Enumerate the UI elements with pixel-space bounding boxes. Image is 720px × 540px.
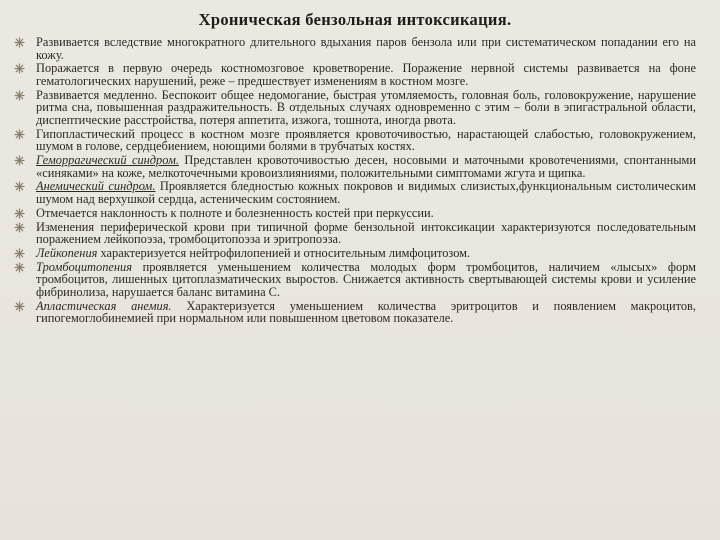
item-text: проявляется уменьшением количества молодых форм тромбоцитов, наличием «лысых» форм тромбоцитов, лишенных цитоплазматических выростов. Снижается активность свертывающей системы крови и усиление фибринолиза, нарушается баланс витамина С. xyxy=(36,259,696,299)
list-item xyxy=(14,300,696,325)
asterisk-ornament-icon xyxy=(14,37,25,48)
item-text: Представлен кровоточивостью десен, носовыми и маточными кровотечениями, спонтанными «синяками» на коже, мелкоточечными кровоизлияниями, положительными симптомами жгута и щипка. xyxy=(36,153,696,180)
list-item xyxy=(14,36,696,61)
list-item xyxy=(14,261,696,299)
item-text: Поражается в первую очередь костномозговое кроветворение. Поражение нервной системы развивается на фоне гематологических нарушений, реже – предшествует изменениям в костном мозге. xyxy=(36,61,696,88)
list-item xyxy=(14,207,696,220)
item-lead: Лейкопения xyxy=(36,246,98,260)
asterisk-ornament-icon xyxy=(14,129,25,140)
asterisk-ornament-icon xyxy=(14,301,25,312)
list-item xyxy=(14,180,696,205)
slide-title: Хроническая бензольная интоксикация. xyxy=(198,10,512,29)
item-text: Изменения периферической крови при типичной форме бензольной интоксикации характеризуются последовательным поражением лейкопоэза, тромбоцитопоэза и эритропоэза. xyxy=(36,219,696,247)
item-lead: Анемический синдром. xyxy=(36,179,156,194)
list-item xyxy=(14,89,696,127)
item-text: Отмечается наклонность к полноте и болезненность костей при перкуссии. xyxy=(36,205,434,220)
list-item xyxy=(14,247,696,260)
item-text: Характеризуется уменьшением количества эритроцитов и появлением макроцитов, гипогемоглобинемией при нормальном или повышенном цветовом показателе. xyxy=(36,298,697,326)
list-item xyxy=(14,154,696,179)
asterisk-ornament-icon xyxy=(14,222,25,233)
asterisk-ornament-icon xyxy=(14,208,25,219)
asterisk-ornament-icon xyxy=(14,90,25,101)
item-text: Гипопластический процесс в костном мозге проявляется кровоточивостью, нарастающей слабостью, головокружением, шумом в голове, сердцебиением, ноющими болями в трубчатых костях. xyxy=(36,126,696,154)
item-lead: Тромбоцитопения xyxy=(36,259,133,274)
list-item xyxy=(14,128,696,153)
item-text: Развивается медленно. Беспокоит общее недомогание, быстрая утомляемость, головная боль, головокружение, нарушение ритма сна, повышенная раздражительность. В отдельных случаях одновременно с этим – боли в эпигастральной области, диспептические расстройства, потеря аппетита, изжога, тошнота, иногда рвота. xyxy=(36,87,696,127)
asterisk-ornament-icon xyxy=(14,155,25,166)
item-lead: Геморрагический синдром. xyxy=(36,153,179,168)
item-text: Развивается вследствие многократного длительного вдыхания паров бензола или при систематическом попадании его на кожу. xyxy=(36,35,696,62)
bullet-list xyxy=(14,36,696,325)
item-lead: Апластическая анемия. xyxy=(36,298,172,313)
asterisk-ornament-icon xyxy=(14,248,25,259)
item-text: Проявляется бледностью кожных покровов и видимых слизистых,функциональным систолическим шумом над верхушкой сердца, астеническим состоянием. xyxy=(36,179,696,207)
list-item xyxy=(14,221,696,246)
item-text: характеризуется нейтрофилопенией и относительным лимфоцитозом. xyxy=(97,246,471,260)
list-item xyxy=(14,62,696,87)
asterisk-ornament-icon xyxy=(14,262,25,273)
asterisk-ornament-icon xyxy=(14,181,25,192)
asterisk-ornament-icon xyxy=(14,63,25,74)
